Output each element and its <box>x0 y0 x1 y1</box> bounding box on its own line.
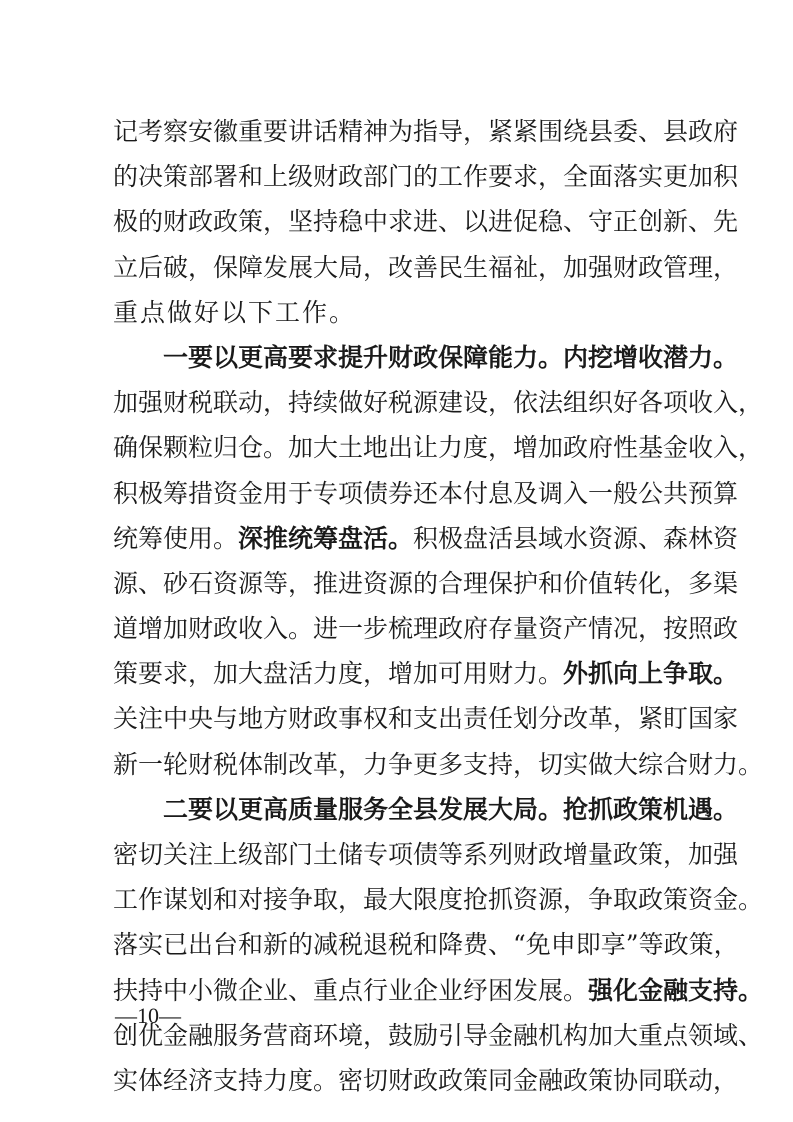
section-heading-two: 二要以更高质量服务全县发展大局。抢抓政策机遇。 <box>163 794 739 824</box>
text-line: 道增加财政收入。进一步梳理政府存量资产情况，按照政 <box>113 614 739 644</box>
bold-subheading: 深推统筹盘活。 <box>238 523 414 553</box>
text-line <box>113 651 739 696</box>
text-line: 确保颗粒归仓。加大土地出让力度，增加政府性基金收入， <box>113 433 764 463</box>
bold-subheading: 强化金融支持。 <box>588 975 764 1005</box>
text-line: 落实已出台和新的减税退税和降费、“免申即享”等政策， <box>113 930 739 960</box>
text-line: 极的财政政策，坚持稳中求进、以进促稳、守正创新、先 <box>113 207 739 237</box>
text-segment: 积极盘活县域水资源、森林资 <box>413 523 739 553</box>
text-line: 立后破，保障发展大局，改善民生福祉，加强财政管理， <box>113 252 739 282</box>
text-line: 记考察安徽重要讲话精神为指导，紧紧围绕县委、县政府 <box>113 117 739 146</box>
text-line: 加强财税联动，持续做好税源建设，依法组织好各项收入， <box>113 388 764 418</box>
text-segment: 策要求，加大盘活力度，增加可用财力。 <box>113 659 564 689</box>
text-line: 的决策部署和上级财政部门的工作要求，全面落实更加积 <box>113 162 739 192</box>
text-line: 关注中央与地方财政事权和支出责任划分改革，紧盯国家 <box>113 704 739 734</box>
body-text <box>113 109 764 1103</box>
text-line: 密切关注上级部门土储专项债等系列财政增量政策，加强 <box>113 840 739 869</box>
text-line: 工作谋划和对接争取，最大限度抢抓资源，争取政策资金。 <box>113 885 764 915</box>
text-line: 创优金融服务营商环境，鼓励引导金融机构加大重点领域、 <box>113 1020 764 1050</box>
page-number: —10— <box>115 1003 181 1028</box>
section-heading-one: 一要以更高要求提升财政保障能力。内挖增收潜力。 <box>163 342 739 372</box>
text-line: 源、砂石资源等，推进资源的合理保护和价值转化，多渠 <box>113 568 739 598</box>
text-line: 新一轮财税体制改革，力争更多支持，切实做大综合财力。 <box>113 749 764 779</box>
text-line: 实体经济支持力度。密切财政政策同金融政策协同联动， <box>113 1065 739 1095</box>
bold-subheading: 外抓向上争取。 <box>563 659 739 689</box>
text-line: 积极筹措资金用于专项债券还本付息及调入一般公共预算 <box>113 478 739 508</box>
text-segment: 统筹使用。 <box>113 523 239 553</box>
text-line: 重点做好以下工作。 <box>113 297 357 327</box>
text-segment: 扶持中小微企业、重点行业企业纾困发展。 <box>113 975 589 1005</box>
text-line <box>113 968 764 1013</box>
text-line <box>113 516 739 561</box>
